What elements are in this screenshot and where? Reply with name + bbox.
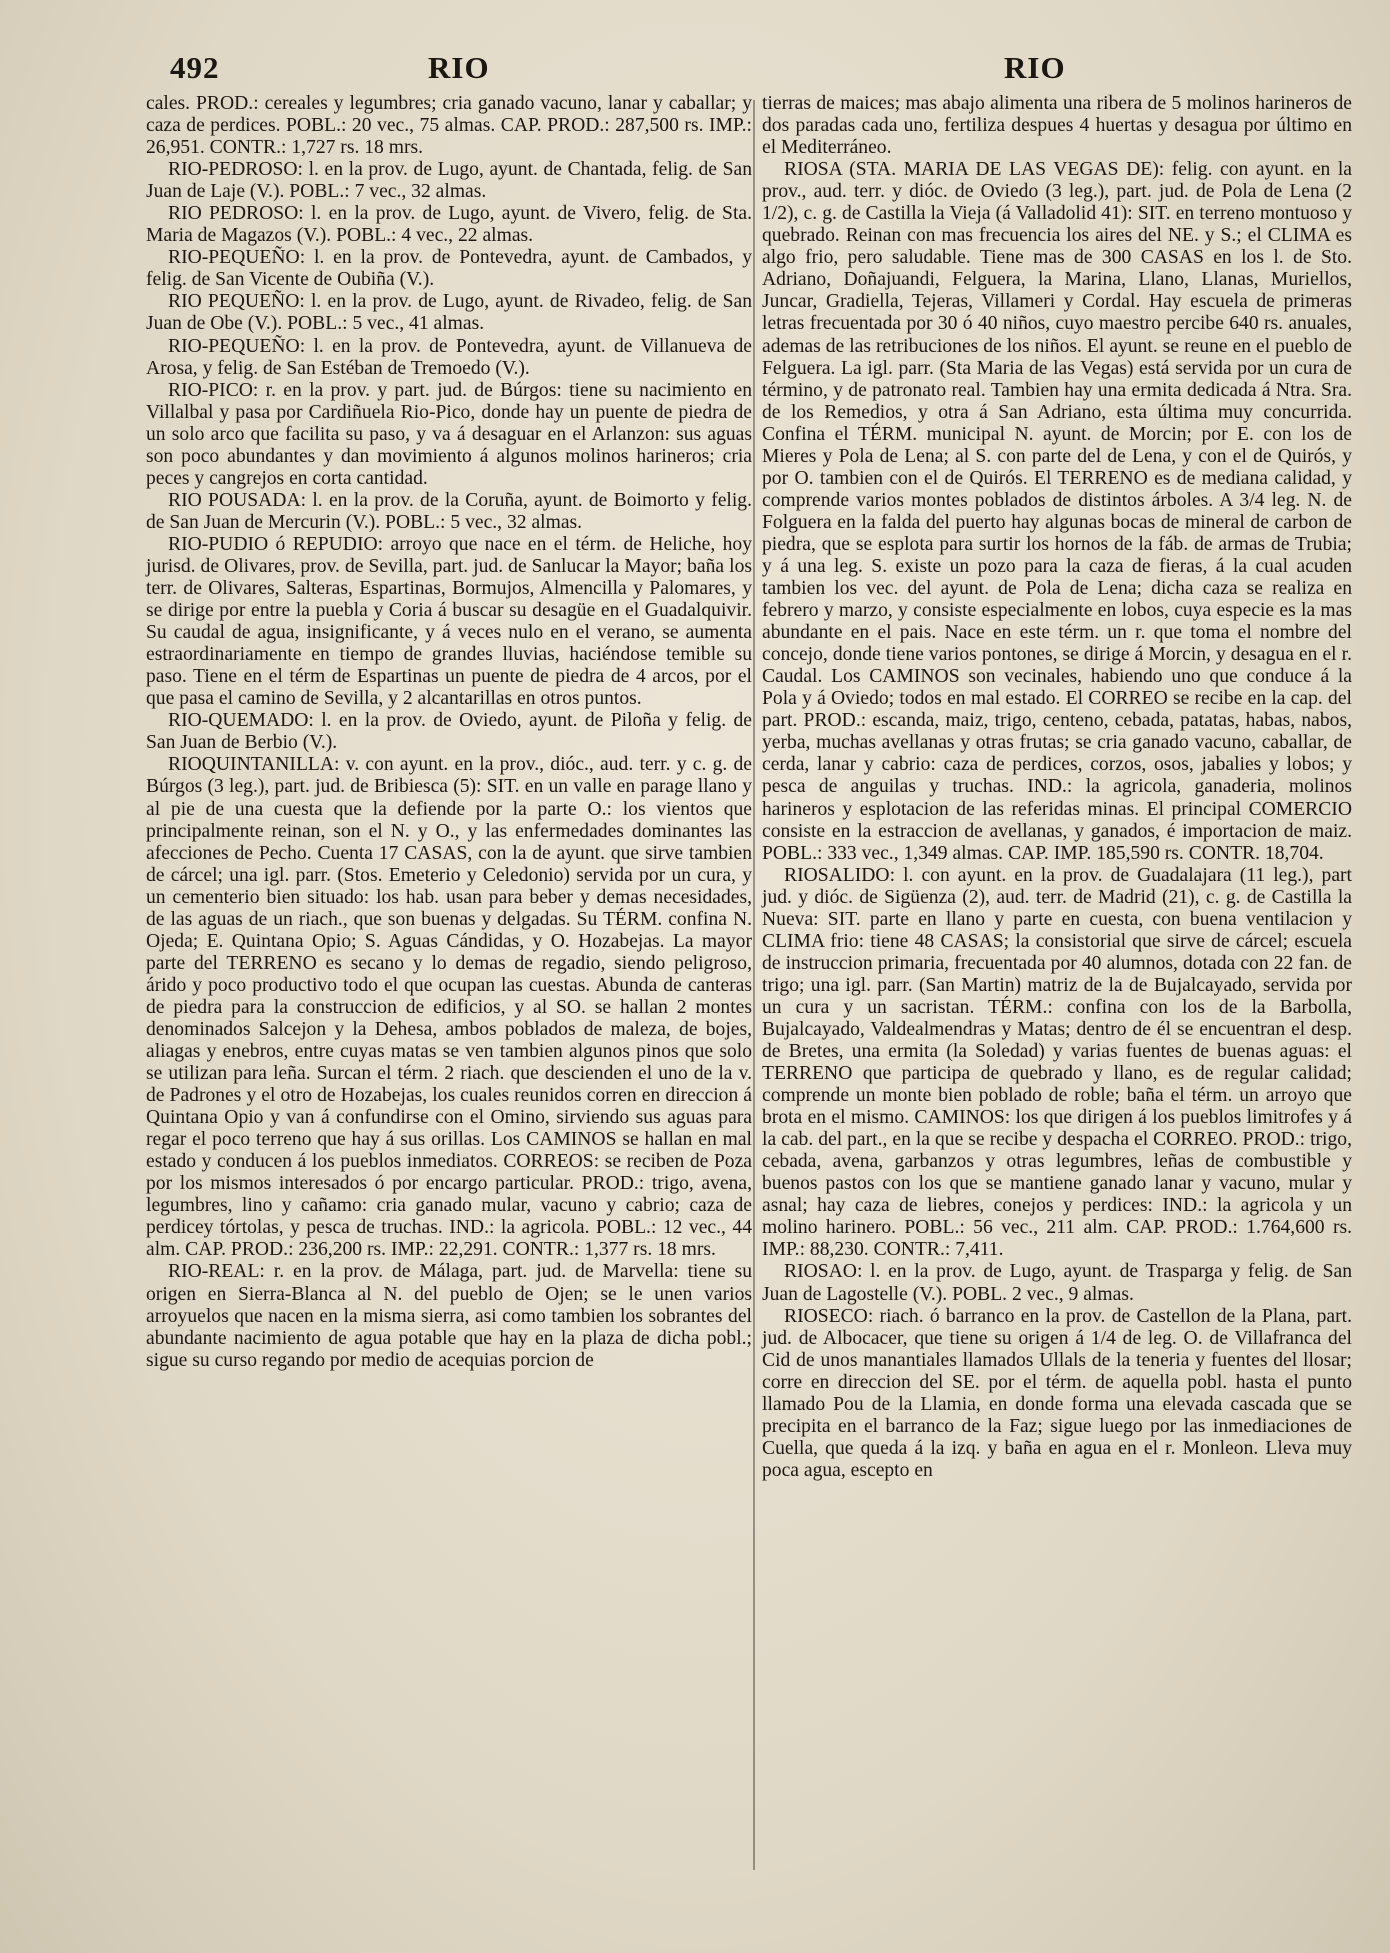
entry-rio-pudio: RIO-PUDIO ó REPUDIO: arroyo que nace en el térm. de Heliche, hoy jurisd. de Olivares, prov. de Sevilla, part. jud. de Sanlucar la Mayor; baña los terr. de Olivares, Salteras, Espartinas, Bormujos, Almencilla y Palomares, y se dirige por entre la puebla y Coria á buscar su desagüe en el Guadalquivir. Su caudal de agua, insignificante, y á veces nulo en el verano, se aumenta estraordinariamente en tiempo de grandes lluvias, haciéndose temible su paso. Tiene en el térm de Espartinas un puente de piedra de 4 arcos, por el que pasa el camino de Sevilla, y 2 alcantarillas en otros puntos. [146, 533, 752, 710]
right-column [762, 93, 1352, 1482]
entry-rio-quemado: RIO-QUEMADO: l. en la prov. de Oviedo, ayunt. de Piloña y felig. de San Juan de Berbio (V.). [146, 710, 752, 754]
entry-rio-pedroso-vivero: RIO PEDROSO: l. en la prov. de Lugo, ayunt. de Vivero, felig. de Sta. Maria de Magazos (V.). POBL.: 4 vec., 22 almas. [146, 203, 752, 247]
entry-continuation-right: tierras de maices; mas abajo alimenta una ribera de 5 molinos harineros de dos paradas cada uno, fertiliza despues 4 huertas y desagua por último en el Mediterráneo. [762, 93, 1352, 159]
entry-rio-pico: RIO-PICO: r. en la prov. y part. jud. de Búrgos: tiene su nacimiento en Villalbal y pasa por Cardiñuela Rio-Pico, donde hay un puente de piedra de un solo arco que facilita su paso, y va á desaguar en el Arlanzon: sus aguas son poco abundantes y dan movimiento á algunos molinos harineros; cria peces y cangrejos en corta cantidad. [146, 379, 752, 489]
right-running-head: RIO [1004, 50, 1066, 85]
column-divider [753, 100, 755, 1870]
entry-continuation: cales. PROD.: cereales y legumbres; cria ganado vacuno, lanar y caballar; y caza de perdices. POBL.: 20 vec., 75 almas. CAP. PROD.: 287,500 rs. IMP.: 26,951. CONTR.: 1,727 rs. 18 mrs. [146, 93, 752, 159]
page-number: 492 [170, 50, 220, 85]
entry-riosalido: RIOSALIDO: l. con ayunt. en la prov. de Guadalajara (11 leg.), part jud. y dióc. de Sigüenza (2), aud. terr. de Madrid (21), c. g. de Castilla la Nueva: SIT. parte en llano y parte en cuesta, con buena ventilacion y CLIMA frio: tiene 48 CASAS; la consistorial que sirve de cárcel; escuela de instruccion primaria, frecuentada por 40 alumnos, dotada con 22 fan. de trigo; una igl. parr. (San Martin) matriz de la de Bujalcayado, servida por un cura y un sacristan. TÉRM.: confina con los de la Barbolla, Bujalcayado, Valdealmendras y Matas; dentro de él se encuentran el desp. de Bretes, una ermita (la Soledad) y varias fuentes de buenas aguas: el TERRENO que participa de quebrado y llano, es de regular calidad; comprende un monte bien poblado de roble; baña el térm. un arroyo que brota en el mismo. CAMINOS: los que dirigen á los pueblos limitrofes y á la cab. del part., en la que se recibe y despacha el CORREO. PROD.: trigo, cebada, avena, garbanzos y otras legumbres, leñas de combustible y buenos pastos con los que se mantiene ganado lanar y vacuno, mular y asnal; hay caza de liebres, conejos y perdices: IND.: la agricola y un molino harinero. POBL.: 56 vec., 211 alm. CAP. PROD.: 1.764,600 rs. IMP.: 88,230. CONTR.: 7,411. [762, 864, 1352, 1261]
left-running-head: RIO [428, 50, 490, 85]
entry-rioseco: RIOSECO: riach. ó barranco en la prov. de Castellon de la Plana, part. jud. de Albocacer, que tiene su origen á 1/4 de leg. O. de Villafranca del Cid de unos manantiales llamados Ullals de la teneria y fuentes del llosar; corre en direccion del SE. por el térm. de aquella pobl. hasta el punto llamado Pou de la Llamia, en donde forma una elevada cascada que se precipita en el barranco de la Faz; sigue luego por las inmediaciones de Cuella, que queda á la izq. y baña en agua en el r. Monleon. Lleva muy poca agua, escepto en [762, 1305, 1352, 1481]
entry-rioquintanilla: RIOQUINTANILLA: v. con ayunt. en la prov., dióc., aud. terr. y c. g. de Búrgos (3 leg.), part. jud. de Bribiesca (5): SIT. en un valle en parage llano y al pie de una cuesta que la defiende por la parte O.: los vientos que principalmente reinan, son el N. y O., y las enfermedades dominantes las afecciones de Pecho. Cuenta 17 CASAS, con la de ayunt. que sirve tambien de cárcel; una igl. parr. (Stos. Emeterio y Celedonio) servida por un cura, y un cementerio bien situado: los hab. usan para beber y demas necesidades, de las aguas de un riach., que son buenas y delgadas. Su TÉRM. confina N. Ojeda; E. Quintana Opio; S. Aguas Cándidas, y O. Hozabejas. La mayor parte del TERRENO es secano y lo demas de regadio, siendo peligroso, árido y poco productivo todo el que ocupan las cuestas. Abunda de canteras de piedra para la construccion de edificios, y al SO. se hallan 2 montes denominados Salcejon y la Dehesa, ambos poblados de maleza, de bojes, aliagas y enebros, entre cuyas matas se ven tambien algunos pinos que solo se utilizan para leña. Surcan el térm. 2 riach. que descienden el uno de la v. de Padrones y el otro de Hozabejas, los cuales reunidos corren en direccion á Quintana Opio y van á confundirse con el Omino, sirviendo sus aguas para regar el poco terreno que hay á sus orillas. Los CAMINOS se hallan en mal estado y conducen á los pueblos inmediatos. CORREOS: se reciben de Poza por los mismos interesados ó por encargo particular. PROD.: trigo, avena, legumbres, lino y cañamo: cria ganado mular, vacuno y cabrio; caza de perdicey tórtolas, y pesca de truchas. IND.: la agricola. POBL.: 12 vec., 44 alm. CAP. PROD.: 236,200 rs. IMP.: 22,291. CONTR.: 1,377 rs. 18 mrs. [146, 754, 752, 1261]
page-header [160, 50, 1350, 94]
entry-rio-real: RIO-REAL: r. en la prov. de Málaga, part. jud. de Marvella: tiene su origen en Sierra-Blanca al N. del pueblo de Ojen; se le unen varios arroyuelos que nacen en la misma sierra, asi como tambien los sobrantes del abundante nacimiento de agua potable que hay en la plaza de dicha pobl.; sigue su curso regando por medio de acequias porcion de [146, 1261, 752, 1371]
entry-riosa: RIOSA (STA. MARIA DE LAS VEGAS DE): felig. con ayunt. en la prov., aud. terr. y dióc. de Oviedo (3 leg.), part. jud. de Pola de Lena (2 1/2), c. g. de Castilla la Vieja (á Valladolid 41): SIT. en terreno montuoso y quebrado. Reinan con mas frecuencia los aires del NE. y S.; el CLIMA es algo frio, pero saludable. Tiene mas de 300 CASAS en los l. de Sto. Adriano, Doñajuandi, Felguera, la Marina, Llano, Llanas, Muriellos, Juncar, Gradiella, Tejeras, Villameri y Cordal. Hay escuela de primeras letras frecuentada por 30 ó 40 niños, cuyo maestro percibe 640 rs. anuales, ademas de las retribuciones de los niños. El ayunt. se reune en el pueblo de Felguera. La igl. parr. (Sta Maria de las Vegas) está servida por un cura de término, y de patronato real. Tambien hay una ermita dedicada á Ntra. Sra. de los Remedios, y otra á San Adriano, esta última muy concurrida. Confina el TÉRM. municipal N. ayunt. de Morcin; por E. con los de Mieres y Pola de Lena; al S. con parte del de Lena, y con el de Quirós, y por O. tambien con el de Quirós. El TERRENO es de mediana calidad, y comprende varios montes poblados de distintos árboles. A 3/4 leg. N. de Folguera en la falda del puerto hay algunas bocas de mineral de carbon de piedra, que se esplota para surtir los hornos de la fáb. de armas de Trubia; y á una leg. S. existe un pozo para la caza de fieras, á la cual acuden tambien los vec. del ayunt. de Pola de Lena; dicha caza se realiza en febrero y marzo, y consiste especialmente en lobos, cuya especie es la mas abundante en el pais. Nace en este térm. un r. que toma el nombre del concejo, donde tiene varios pontones, se dirige á Morcin, y desagua en el r. Caudal. Los CAMINOS son vecinales, habiendo uno que conduce á la Pola y á Oviedo; todos en mal estado. El CORREO se recibe en la cap. del part. PROD.: escanda, maiz, trigo, centeno, cebada, patatas, habas, nabos, yerba, muchas avellanas y otras frutas; se cria ganado vacuno, caballar, de cerda, lanar y cabrio: caza de perdices, corzos, osos, jabalies y lobos; y pesca de anguilas y truchas. IND.: la agricola, ganaderia, molinos harineros y esplotacion de las referidas minas. El principal COMERCIO consiste en la estraccion de avellanas, y ganados, é importacion de maiz. POBL.: 333 vec., 1,349 almas. CAP. IMP. 185,590 rs. CONTR. 18,704. [762, 159, 1352, 864]
entry-riosao: RIOSAO: l. en la prov. de Lugo, ayunt. de Trasparga y felig. de San Juan de Lagostelle (V.). POBL. 2 vec., 9 almas. [762, 1261, 1352, 1305]
entry-rio-pequeno-rivadeo: RIO PEQUEÑO: l. en la prov. de Lugo, ayunt. de Rivadeo, felig. de San Juan de Obe (V.). POBL.: 5 vec., 41 almas. [146, 291, 752, 335]
entry-rio-pousada: RIO POUSADA: l. en la prov. de la Coruña, ayunt. de Boimorto y felig. de San Juan de Mercurin (V.). POBL.: 5 vec., 32 almas. [146, 489, 752, 533]
entry-rio-pequeno-cambados: RIO-PEQUEÑO: l. en la prov. de Pontevedra, ayunt. de Cambados, y felig. de San Vicente de Oubiña (V.). [146, 247, 752, 291]
entry-rio-pedroso-chantada: RIO-PEDROSO: l. en la prov. de Lugo, ayunt. de Chantada, felig. de San Juan de Laje (V.). POBL.: 7 vec., 32 almas. [146, 159, 752, 203]
left-column [146, 93, 752, 1372]
entry-rio-pequeno-villanueva: RIO-PEQUEÑO: l. en la prov. de Pontevedra, ayunt. de Villanueva de Arosa, y felig. de San Estéban de Tremoedo (V.). [146, 335, 752, 379]
